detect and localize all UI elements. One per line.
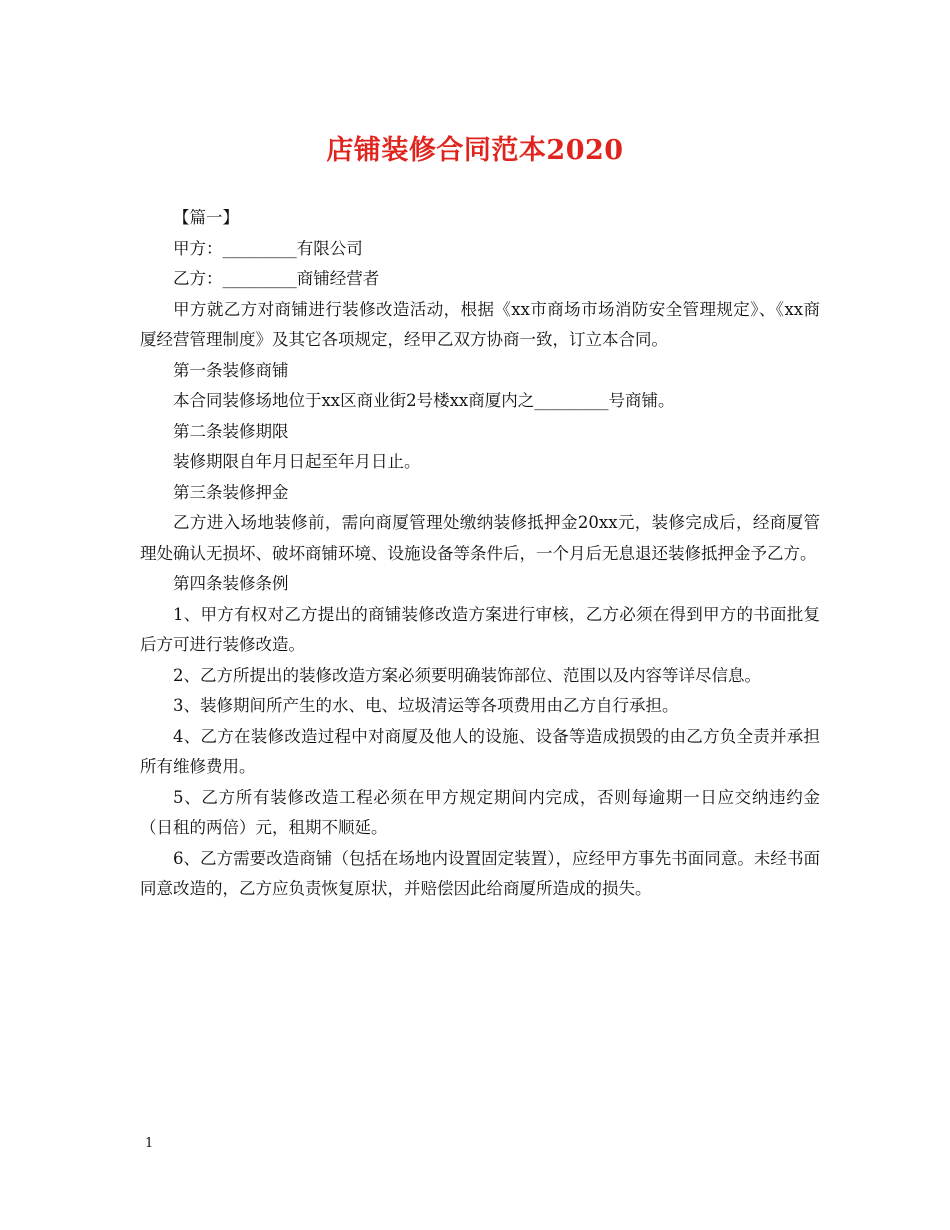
preamble-paragraph: 甲方就乙方对商铺进行装修改造活动，根据《xx市商场市场消防安全管理规定》、《xx商厦经营管理制度》及其它各项规定，经甲乙双方协商一致，订立本合同。 bbox=[140, 299, 820, 349]
article-3-text: 乙方进入场地装修前，需向商厦管理处缴纳装修抵押金20xx元，装修完成后，经商厦管理处确认无损坏、破坏商铺环境、设施设备等条件后，一个月后无息退还装修抵押金予乙方。 bbox=[140, 513, 820, 563]
article-1-text: 本合同装修场地位于xx区商业街2号楼xx商厦内之_________号商铺。 bbox=[173, 391, 675, 410]
party-a-line: 甲方：_________有限公司 bbox=[173, 238, 363, 258]
party-b-line: 乙方：_________商铺经营者 bbox=[173, 269, 380, 288]
article-2-heading: 第二条装修期限 bbox=[173, 421, 289, 441]
document-title: 店铺装修合同范本2020 bbox=[326, 135, 624, 166]
clause-3: 3、装修期间所产生的水、电、垃圾清运等各项费用由乙方自行承担。 bbox=[173, 696, 679, 715]
article-4-heading: 第四条装修条例 bbox=[173, 574, 289, 593]
page-number: 1 bbox=[145, 1136, 154, 1151]
document-body bbox=[140, 203, 820, 905]
clause-1: 1、甲方有权对乙方提出的商铺装修改造方案进行审核，乙方必须在得到甲方的书面批复后方可进行装修改造。 bbox=[140, 604, 820, 654]
article-3-heading: 第三条装修押金 bbox=[173, 482, 289, 502]
clause-2: 2、乙方所提出的装修改造方案必须要明确装饰部位、范围以及内容等详尽信息。 bbox=[173, 665, 761, 685]
clause-6: 6、乙方需要改造商铺（包括在场地内设置固定装置），应经甲方事先书面同意。未经书面同意改造的，乙方应负责恢复原状，并赔偿因此给商厦所造成的损失。 bbox=[140, 848, 820, 898]
article-1-heading: 第一条装修商铺 bbox=[173, 360, 289, 380]
section-heading: 【篇一】 bbox=[173, 208, 239, 227]
article-2-text: 装修期限自年月日起至年月日止。 bbox=[173, 452, 421, 471]
clause-5: 5、乙方所有装修改造工程必须在甲方规定期间内完成，否则每逾期一日应交纳违约金（日租的两倍）元，租期不顺延。 bbox=[140, 787, 820, 837]
clause-4: 4、乙方在装修改造过程中对商厦及他人的设施、设备等造成损毁的由乙方负全责并承担所有维修费用。 bbox=[140, 726, 820, 776]
